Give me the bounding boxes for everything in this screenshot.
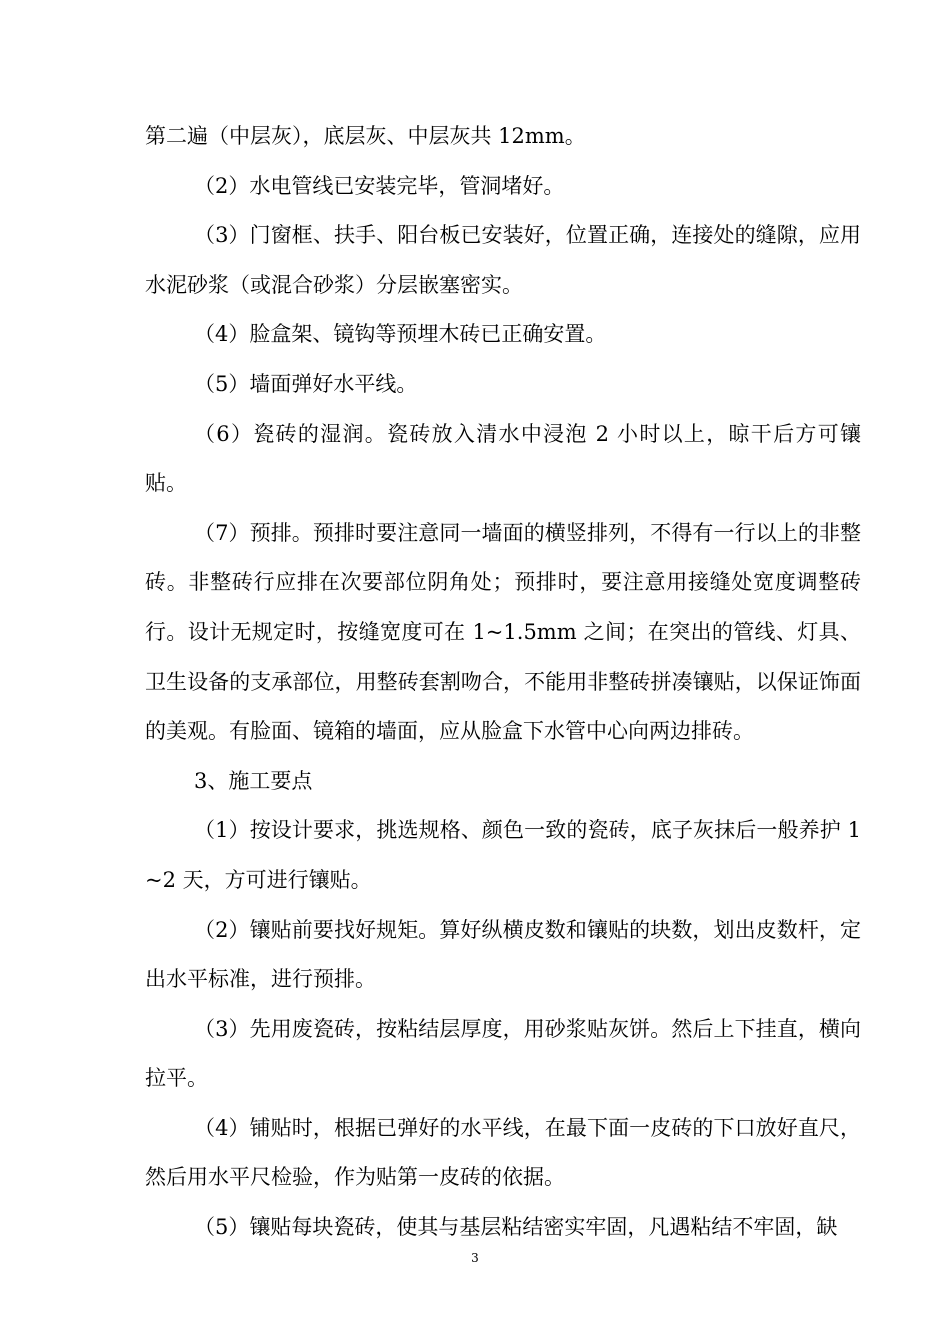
page-number: 3	[471, 1251, 479, 1265]
paragraph: （4）脸盒架、镜钩等预埋木砖已正确安置。	[194, 322, 607, 347]
paragraph: （6）瓷砖的湿润。瓷砖放入清水中浸泡 2 小时以上，晾干后方可镶贴。	[145, 421, 861, 496]
paragraph: （3）门窗框、扶手、阳台板已安装好，位置正确，连接处的缝隙，应用水泥砂浆（或混合砂浆）分层嵌塞密实。	[145, 223, 861, 297]
paragraph: （2）镶贴前要找好规矩。算好纵横皮数和镶贴的块数，划出皮数杆，定出水平标准，进行预排。	[145, 917, 861, 992]
paragraph: （5）镶贴每块瓷砖，使其与基层粘结密实牢固，凡遇粘结不牢固，缺	[194, 1215, 838, 1240]
paragraph: （1）按设计要求，挑选规格、颜色一致的瓷砖，底子灰抹后一般养护 1~2 天，方可进行镶贴。	[145, 818, 861, 892]
paragraph: （3）先用废瓷砖，按粘结层厚度，用砂浆贴灰饼。然后上下挂直，横向拉平。	[145, 1016, 861, 1091]
paragraph: （2）水电管线已安装完毕，管洞堵好。	[194, 173, 565, 198]
section-heading: 3、施工要点	[194, 768, 313, 793]
paragraph: （7）预排。预排时要注意同一墙面的横竖排列，不得有一行以上的非整砖。非整砖行应排在次要部位阴角处；预排时，要注意用接缝处宽度调整砖行。设计无规定时，按缝宽度可在 1~1.5mm 之间；在突出的管线、灯具、卫生设备的支承部位，用整砖套割吻合，不能用非整砖拼凑镶贴，以保证饰面的美观。有脸面、镜箱的墙面，应从脸盒下水管中心向两边排砖。	[145, 520, 861, 744]
paragraph: （4）铺贴时，根据已弹好的水平线，在最下面一皮砖的下口放好直尺，然后用水平尺检验，作为贴第一皮砖的依据。	[145, 1115, 861, 1190]
paragraph: 第二遍（中层灰），底层灰、中层灰共 12mm。	[145, 124, 586, 148]
body-text	[145, 112, 861, 1253]
paragraph: （5）墙面弹好水平线。	[194, 371, 418, 396]
